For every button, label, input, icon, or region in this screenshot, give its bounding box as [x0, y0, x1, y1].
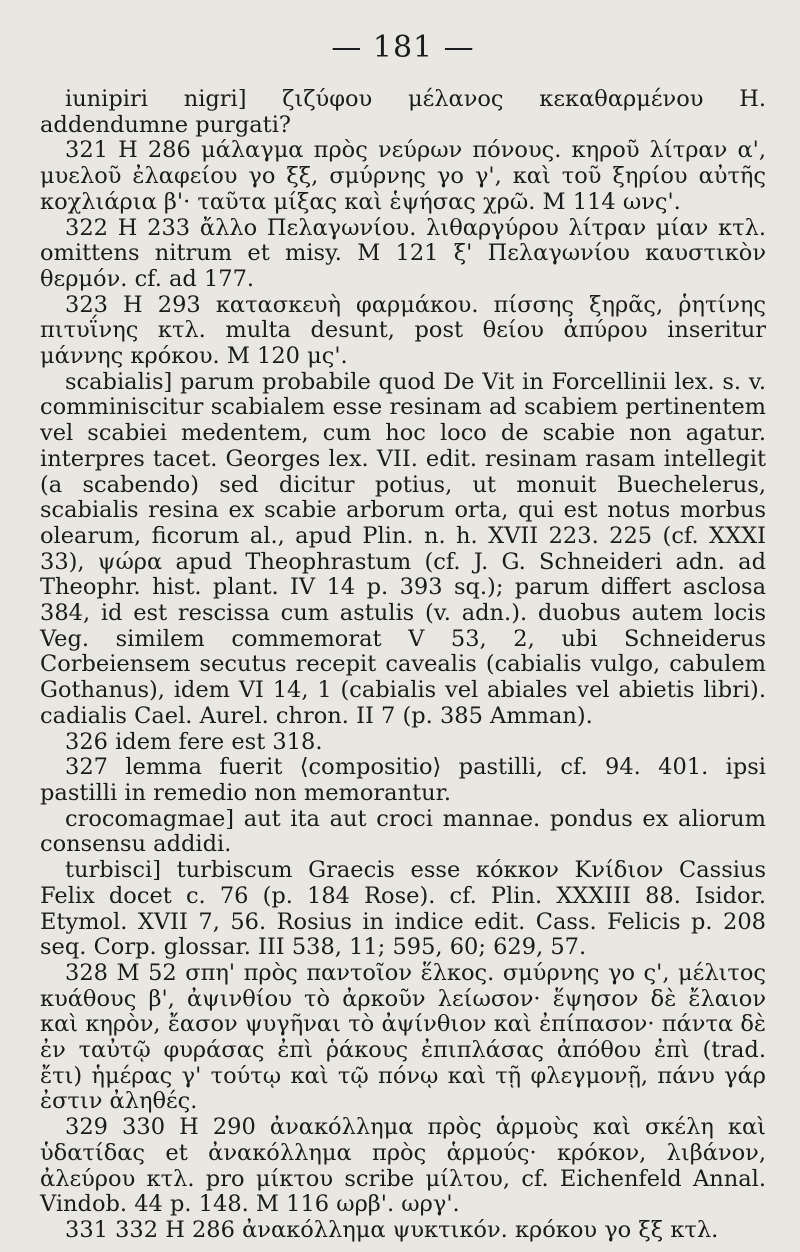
paragraph: 331 332 Η 286 ἀνακόλλημα ψυκτικόν. κρόκου γο ξξ κτλ. [65, 1216, 719, 1243]
paragraph: 329 330 Η 290 ἀνακόλλημα πρὸς ἁρμοὺς καὶ σκέλη καὶ ὑδατίδας et ἀνακόλλημα πρὸς ἁρμούς· κρόκον, λιβάνον, ἀλεύρου κτλ. pro μίκτου scribe μίλτου, cf. Eichenfeld Annal. Vindob. 44 p. 148. Μ 116 ωρβ'. ωργ'. [40, 1114, 766, 1218]
paragraph: 326 idem fere est 318. [65, 728, 323, 755]
paragraph: crocomagmae] aut ita aut croci mannae. pondus ex aliorum consensu addidi. [40, 805, 766, 858]
body-text [40, 87, 766, 1244]
paragraph: 328 Μ 52 σπη' πρὸς παντοῖον ἕλκος. σμύρνης γο ς', μέλιτος κυάθους β', ἀψινθίου τὸ ἀρκοῦν λείωσον· ἕψησον δὲ ἔλαιον καὶ κηρὸν, ἔασον ψυγῆναι τὸ ἀψίνθιον καὶ ἐπίπασον· πάντα δὲ ἐν ταὐτῷ φυράσας ἐπὶ ῥάκους ἐπιπλάσας ἀπόθου ἐπὶ (trad. ἔτι) ἡμέρας γ' τούτῳ καὶ τῷ πόνῳ καὶ τῇ φλεγμονῇ, πάνυ γάρ ἐστιν ἀληθές. [40, 959, 766, 1115]
paragraph: 322 Η 233 ἄλλο Πελαγωνίου. λιθαργύρου λίτραν μίαν κτλ. omittens nitrum et misy. Μ 121 ξ' Πελαγωνίου καυστικὸν θερμόν. cf. ad 177. [40, 214, 766, 292]
paragraph: scabialis] parum probabile quod De Vit in Forcellinii lex. s. v. comminiscitur scabialem esse resinam ad scabiem pertinentem vel scabiei medentem, cum hoc loco de scabie non agatur. interpres tacet. Georges lex. VII. edit. resinam rasam intellegit (a scabendo) sed dicitur potius, ut monuit Buechelerus, scabialis resina ex scabie arborum orta, qui est notus morbus olearum, ficorum al., apud Plin. n. h. XVII 223. 225 (cf. XXXI 33), ψώρα apud Theophrastum (cf. J. G. Schneideri adn. ad Theophr. hist. plant. IV 14 p. 393 sq.); parum differt asclosa 384, id est rescissa cum astulis (v. adn.). duobus autem locis Veg. similem commemorat V 53, 2, ubi Schneiderus Corbeiensem secutus recepit cavealis (cabialis vulgo, cabulem Gothanus), idem VI 14, 1 (cabialis vel abiales vel abietis libri). cadialis Cael. Aurel. chron. II 7 (p. 385 Amman). [40, 368, 766, 729]
paragraph: 323 Η 293 κατασκευὴ φαρμάκου. πίσσης ξηρᾶς, ῥητίνης πιτυΐνης κτλ. multa desunt, post θείου ἀπύρου inseritur μάννης κρόκου. Μ 120 μς'. [40, 291, 766, 370]
paragraph: turbisci] turbiscum Graecis esse κόκκον Κνίδιον Cassius Felix docet c. 76 (p. 184 Rose). cf. Plin. XXXIII 88. Isidor. Etymol. XVII 7, 56. Rosius in indice edit. Cass. Felicis p. 208 seq. Corp. glossar. III 538, 11; 595, 60; 629, 57. [40, 857, 766, 961]
paragraph: 327 lemma fuerit ⟨compositio⟩ pastilli, cf. 94. 401. ipsi pastilli in remedio non memorantur. [40, 754, 766, 806]
page-number: — 181 — [331, 30, 475, 65]
paragraph: 321 Η 286 μάλαγμα πρὸς νεύρων πόνους. κηροῦ λίτραν α', μυελοῦ ἐλαφείου γο ξξ, σμύρνης γο γ', καὶ τοῦ ξηρίου αὐτῆς κοχλιάρια β'· ταῦτα μίξας καὶ ἑψήσας χρῶ. Μ 114 ωνς'. [40, 137, 766, 215]
paragraph: iunipiri nigri] ζιζύφου μέλανος κεκαθαρμένου Η. addendumne purgati? [40, 86, 766, 138]
